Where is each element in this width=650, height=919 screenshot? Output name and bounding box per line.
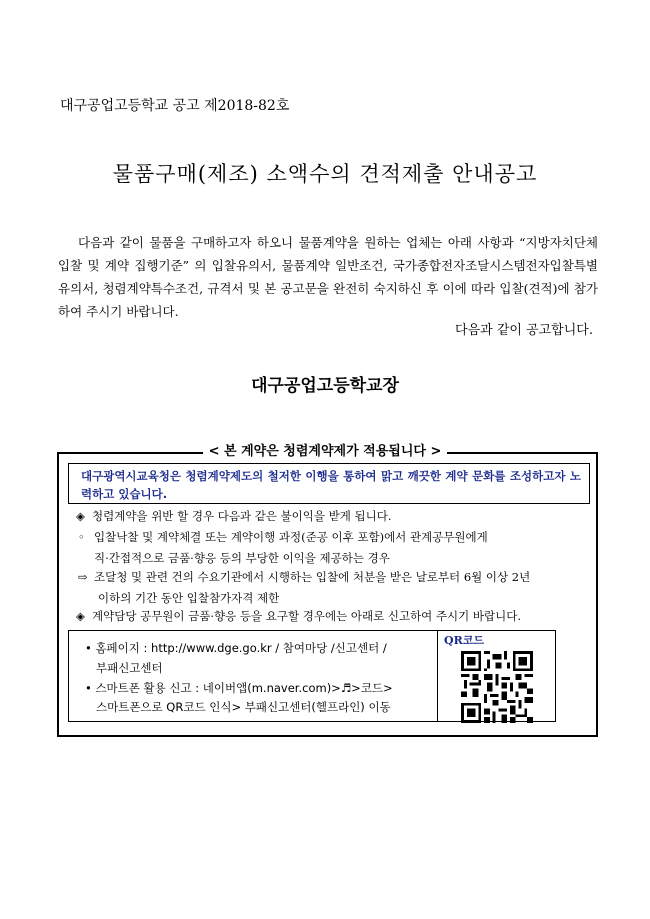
closing-line: 다음과 같이 공고합니다. [455, 323, 593, 338]
integrity-box-title-text: < 본 계약은 청렴계약제가 적용됩니다 > [203, 444, 448, 459]
report-homepage-line: • 홈페이지 : http://www.dge.go.kr / 참여마당 /신고센터 / [85, 641, 387, 655]
penalty-notice-text: 청렴계약을 위반 할 경우 다음과 같은 불이익을 받게 됩니다. [92, 509, 392, 523]
diamond-bullet-icon: ◈ [76, 509, 85, 523]
principal-name: 대구공업고등학교장 [251, 376, 399, 396]
body-paragraph: 다음과 같이 물품을 구매하고자 하오니 물품계약을 원하는 업체는 아래 사항과 “지방자치단체 입찰 및 계약 집행기준” 의 입찰유의서, 물품계약 일반조건, 국가종합전자조달시스템전자입찰특별유의서, 청렴계약특수조건, 규격서 및 본 공고문을 완전히 숙지하신 후 이에 따라 입찰(견적)에 참가하여 주시기 바랍니다. [58, 235, 598, 319]
integrity-box-title [0, 440, 650, 459]
qr-label: QR코드 [444, 634, 484, 647]
report-smartphone-line: • 스마트폰 활용 신고 : 네이버앱(m.naver.com)>♬>코드> [85, 681, 393, 695]
page-title: 물품구매(제조) 소액수의 견적제출 안내공고 [112, 162, 538, 186]
notice-number: 대구공업고등학교 공고 제2018-82호 [60, 98, 290, 114]
diamond-bullet-icon: ◈ [76, 609, 85, 623]
report-request-text: 계약담당 공무원이 금품·향응 등을 요구할 경우에는 아래로 신고하여 주시기 바랍니다. [92, 609, 522, 623]
report-homepage-line2: 부패신고센터 [96, 661, 163, 675]
penalty-result-line2: 이하의 기간 동안 입찰참가자격 제한 [98, 591, 280, 605]
violation-case [78, 527, 593, 569]
qr-code-icon [461, 651, 533, 723]
violation-case-line1: 입찰낙찰 및 계약체결 또는 계약이행 과정(준공 이후 포함)에서 관계공무원에게 [94, 530, 488, 544]
arrow-right-icon: ⇨ [78, 570, 88, 584]
report-smartphone-line2: 스마트폰으로 QR코드 인식> 부패신고센터(헬프라인) 이동 [96, 700, 391, 714]
circle-bullet-icon: ◦ [78, 530, 85, 544]
report-request [76, 606, 521, 627]
integrity-highlight: 대구광역시교육청은 청렴계약제도의 철저한 이행을 통하여 맑고 깨끗한 계약 문화를 조성하고자 노력하고 있습니다. [68, 463, 590, 504]
penalty-notice [76, 506, 392, 527]
report-box-divider [437, 630, 438, 722]
penalty-result [78, 567, 593, 609]
penalty-result-line1: 조달청 및 관련 건의 수요기관에서 시행하는 입찰에 처분을 받은 날로부터 6월 이상 2년 [94, 570, 531, 584]
violation-case-line2: 직·간접적으로 금품·향응 등의 부당한 이익을 제공하는 경우 [94, 551, 390, 565]
